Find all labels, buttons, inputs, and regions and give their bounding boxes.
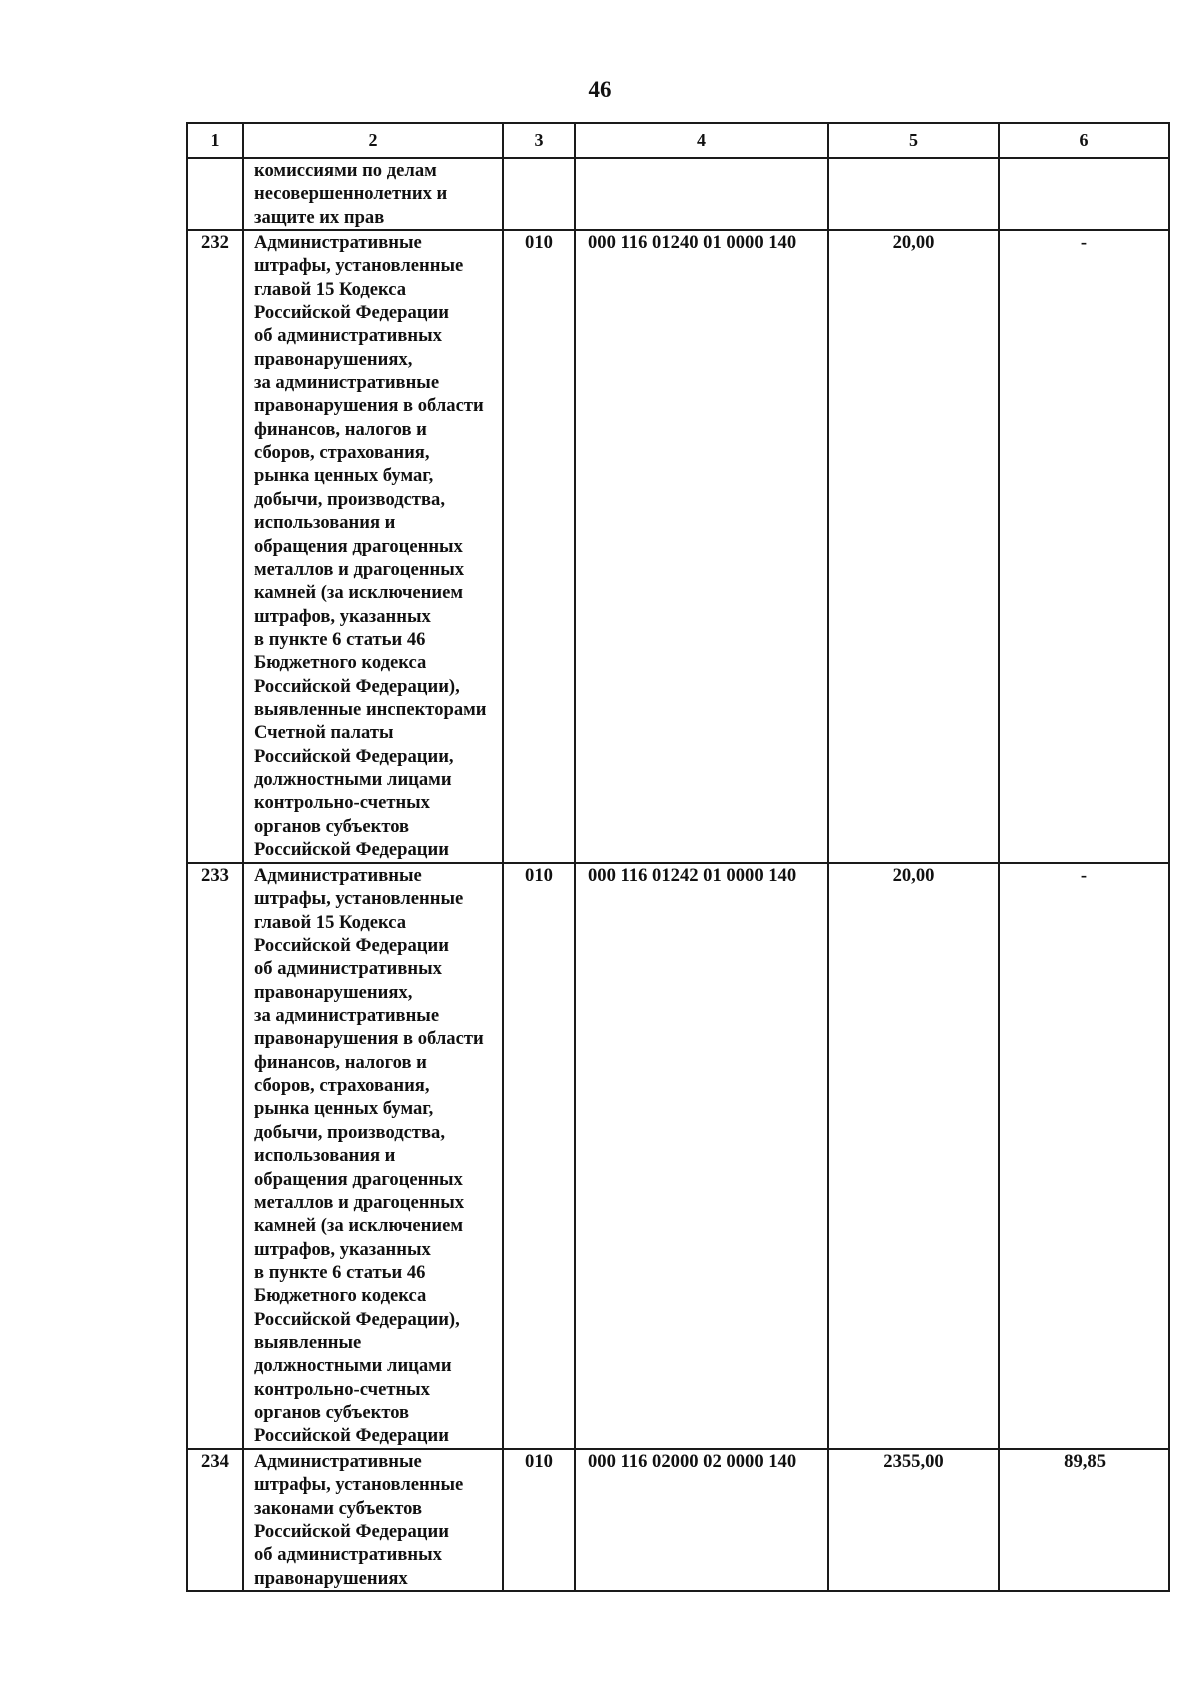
table-row-continuation <box>187 158 1169 230</box>
column-header-1: 1 <box>187 123 243 158</box>
amount-cell: 20,00 <box>828 863 999 1449</box>
page-number: 46 <box>588 77 612 102</box>
admin-code-cell: 010 <box>503 230 575 863</box>
table-header-row <box>187 123 1169 158</box>
percent-cell: - <box>999 230 1169 863</box>
amount-cell: 20,00 <box>828 230 999 863</box>
description-cell: Административные штрафы, установленные законами субъектов Российской Федерации об административных правонарушениях <box>243 1449 503 1591</box>
description-cell: Административные штрафы, установленные главой 15 Кодекса Российской Федерации об административных правонарушениях, за административные правонарушения в области финансов, налогов и сборов, страхования, рынка ценных бумаг, добычи, производства, использования и обращения драгоценных металлов и драгоценных камней (за исключением штрафов, указанных в пункте 6 статьи 46 Бюджетного кодекса Российской Федерации), выявленные должностными лицами контрольно-счетных органов субъектов Российской Федерации <box>243 863 503 1449</box>
table-row <box>187 1449 1169 1591</box>
row-number-cell: 234 <box>187 1449 243 1591</box>
kbk-cell <box>575 158 828 230</box>
table-row <box>187 230 1169 863</box>
column-header-3: 3 <box>503 123 575 158</box>
admin-code-cell: 010 <box>503 1449 575 1591</box>
percent-cell <box>999 158 1169 230</box>
row-number-cell <box>187 158 243 230</box>
column-header-6: 6 <box>999 123 1169 158</box>
kbk-cell: 000 116 01240 01 0000 140 <box>575 230 828 863</box>
admin-code-cell: 010 <box>503 863 575 1449</box>
percent-cell: - <box>999 863 1169 1449</box>
row-number-cell: 233 <box>187 863 243 1449</box>
column-header-5: 5 <box>828 123 999 158</box>
amount-cell: 2355,00 <box>828 1449 999 1591</box>
description-cell: Административные штрафы, установленные главой 15 Кодекса Российской Федерации об административных правонарушениях, за административные правонарушения в области финансов, налогов и сборов, страхования, рынка ценных бумаг, добычи, производства, использования и обращения драгоценных металлов и драгоценных камней (за исключением штрафов, указанных в пункте 6 статьи 46 Бюджетного кодекса Российской Федерации), выявленные инспекторами Счетной палаты Российской Федерации, должностными лицами контрольно-счетных органов субъектов Российской Федерации <box>243 230 503 863</box>
table-row <box>187 863 1169 1449</box>
amount-cell <box>828 158 999 230</box>
row-number-cell: 232 <box>187 230 243 863</box>
description-cell: комиссиями по делам несовершеннолетних и защите их прав <box>243 158 503 230</box>
column-header-4: 4 <box>575 123 828 158</box>
kbk-cell: 000 116 01242 01 0000 140 <box>575 863 828 1449</box>
admin-code-cell <box>503 158 575 230</box>
percent-cell: 89,85 <box>999 1449 1169 1591</box>
budget-revenue-table <box>186 122 1170 1592</box>
column-header-2: 2 <box>243 123 503 158</box>
kbk-cell: 000 116 02000 02 0000 140 <box>575 1449 828 1591</box>
